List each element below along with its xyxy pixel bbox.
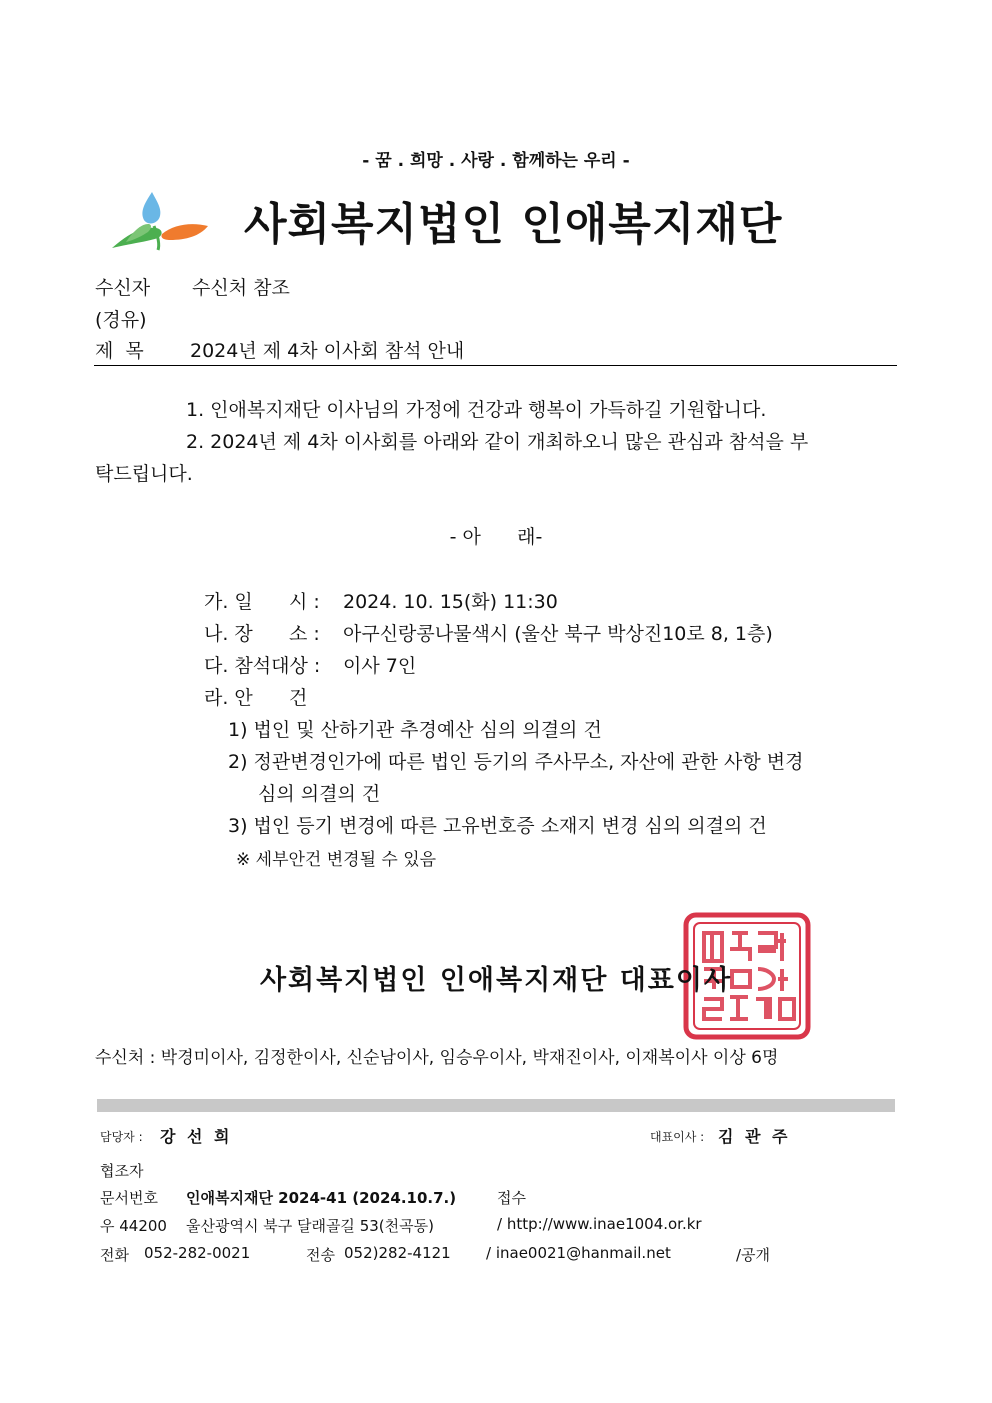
manager-name: 강 선 희 bbox=[160, 1127, 233, 1146]
received-label: 접수 bbox=[497, 1189, 526, 1207]
org-title: 사회복지법인 인애복지재단 bbox=[244, 199, 783, 250]
agenda-item-2-cont: 심의 의결의 건 bbox=[258, 783, 381, 805]
subject-label: 제 목 bbox=[95, 340, 144, 362]
recipients-list: 수신처 : 박경미이사, 김정한이사, 신순남이사, 임승우이사, 박재진이사, 이재복이사 이상 6명 bbox=[95, 1048, 779, 1068]
item-attendees-value: 이사 7인 bbox=[343, 655, 417, 677]
subject-divider bbox=[94, 365, 897, 366]
recipient-value: 수신처 참조 bbox=[192, 277, 290, 299]
agenda-item-1: 1) 법인 및 산하기관 추경예산 심의 의결의 건 bbox=[228, 719, 602, 741]
slogan: - 꿈 . 희망 . 사랑 . 함께하는 우리 - bbox=[362, 151, 630, 171]
via-label: (경유) bbox=[95, 309, 147, 331]
item-attendees-label: 다. 참석대상 : bbox=[204, 655, 321, 677]
disclosure-status: /공개 bbox=[736, 1246, 771, 1264]
ceo-label: 대표이사 : bbox=[650, 1130, 705, 1144]
subject-value: 2024년 제 4차 이사회 참석 안내 bbox=[190, 340, 465, 362]
address: 울산광역시 북구 달래골길 53(천곡동) bbox=[186, 1217, 434, 1235]
ceo-name: 김 관 주 bbox=[718, 1127, 791, 1146]
item-place-value: 아구신랑콩나물색시 (울산 북구 박상진10로 8, 1층) bbox=[343, 623, 773, 645]
item-date-value: 2024. 10. 15(화) 11:30 bbox=[343, 591, 558, 613]
email-link[interactable]: / inae0021@hanmail.net bbox=[486, 1244, 671, 1262]
below-heading: - 아 래- bbox=[449, 526, 543, 548]
manager-label: 담당자 : bbox=[100, 1130, 143, 1144]
agenda-item-3: 3) 법인 등기 변경에 따른 고유번호증 소재지 변경 심의 의결의 건 bbox=[228, 815, 767, 837]
homepage-link[interactable]: / http://www.inae1004.or.kr bbox=[497, 1215, 702, 1233]
docno-value: 인애복지재단 2024-41 (2024.10.7.) bbox=[186, 1189, 457, 1207]
item-place-label: 나. 장 소 : bbox=[204, 623, 320, 645]
paragraph-2-line1: 2. 2024년 제 4차 이사회를 아래와 같이 개최하오니 많은 관심과 참석을 부 bbox=[186, 431, 809, 453]
cooperator-label: 협조자 bbox=[100, 1162, 144, 1180]
paragraph-2-line2: 탁드립니다. bbox=[95, 463, 193, 485]
item-agenda-label: 라. 안 건 bbox=[204, 687, 308, 709]
agenda-item-2: 2) 정관변경인가에 따른 법인 등기의 주사무소, 자산에 관한 사항 변경 bbox=[228, 751, 804, 773]
fax-label: 전송 bbox=[306, 1246, 335, 1264]
item-date-label: 가. 일 시 : bbox=[204, 591, 320, 613]
footer-divider-bar bbox=[97, 1099, 895, 1112]
leaf-waterdrop-logo-icon bbox=[108, 190, 212, 252]
agenda-note: ※ 세부안건 변경될 수 있음 bbox=[236, 850, 437, 870]
docno-label: 문서번호 bbox=[100, 1189, 158, 1207]
postal-code: 우 44200 bbox=[100, 1217, 167, 1235]
recipient-label: 수신자 bbox=[95, 277, 151, 299]
paragraph-1: 1. 인애복지재단 이사님의 가정에 건강과 행복이 가득하길 기원합니다. bbox=[186, 399, 767, 421]
fax-value: 052)282-4121 bbox=[344, 1244, 451, 1262]
phone-label: 전화 bbox=[100, 1246, 129, 1264]
phone-value: 052-282-0021 bbox=[144, 1244, 251, 1262]
signature-title: 사회복지법인 인애복지재단 대표이사 bbox=[259, 965, 733, 996]
